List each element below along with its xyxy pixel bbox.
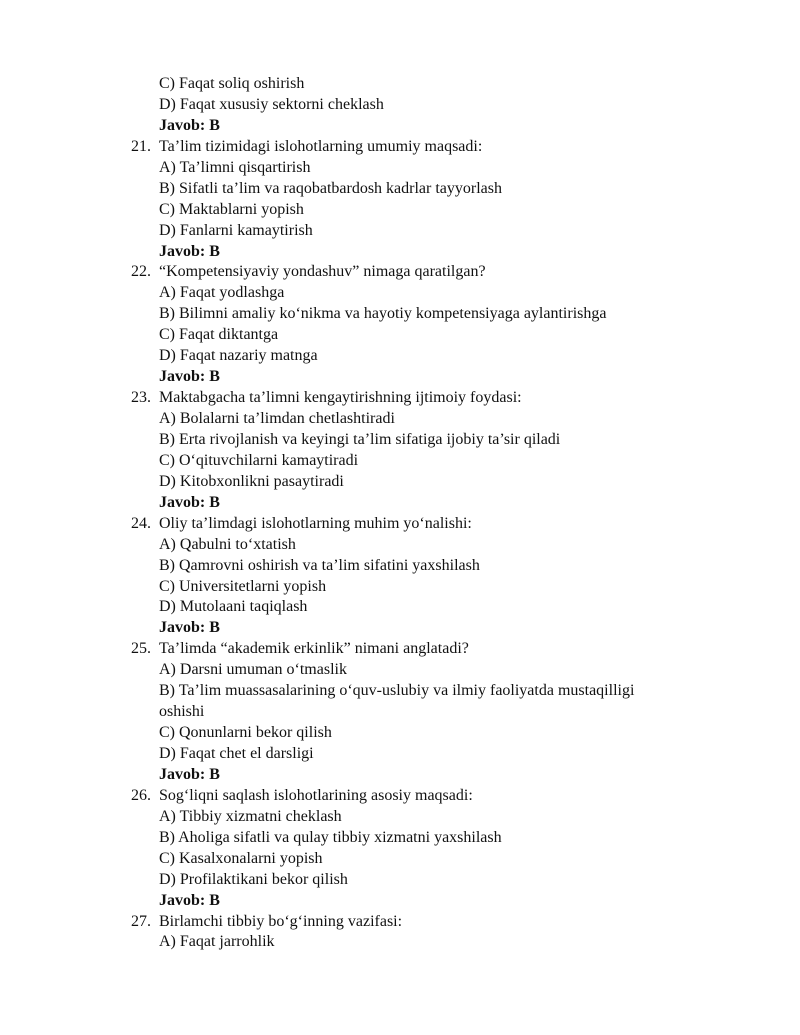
answer: Javob: B	[159, 493, 220, 511]
option-a: A) Ta’limni qisqartirish	[159, 158, 311, 176]
question-23	[0, 388, 800, 409]
option-b: B) Bilimni amaliy ko‘nikma va hayotiy kompetensiyaga aylantirishga	[159, 305, 607, 323]
option-a: A) Faqat jarrohlik	[159, 933, 275, 951]
option-c: C) Faqat soliq oshirish	[159, 75, 305, 92]
option-a: A) Faqat yodlashga	[159, 284, 285, 302]
question-text: Maktabgacha ta’limni kengaytirishning ijtimoiy foydasi:	[159, 389, 522, 407]
option-d: D) Faqat nazariy matnga	[159, 347, 318, 365]
option-b: B) Sifatli ta’lim va raqobatbardosh kadrlar tayyorlash	[159, 179, 503, 197]
option-d: D) Kitobxonlikni pasaytiradi	[159, 472, 344, 490]
question-text: Oliy ta’limdagi islohotlarning muhim yo‘nalishi:	[159, 514, 472, 532]
option-d: D) Profilaktikani bekor qilish	[159, 870, 348, 888]
question-number: 27.	[131, 912, 151, 930]
option-b: B) Erta rivojlanish va keyingi ta’lim sifatiga ijobiy ta’sir qiladi	[159, 430, 561, 448]
option-b: B) Aholiga sifatli va qulay tibbiy xizmatni yaxshilash	[159, 828, 502, 846]
option-a: A) Tibbiy xizmatni cheklash	[159, 807, 342, 825]
option-c: C) Faqat diktantga	[159, 326, 279, 344]
question-text: Sog‘liqni saqlash islohotlarining asosiy maqsadi:	[159, 786, 473, 804]
question-number: 25.	[131, 640, 151, 658]
option-c: C) Maktablarni yopish	[159, 200, 304, 218]
option-b-continuation: oshishi	[159, 703, 205, 721]
option-c: C) Universitetlarni yopish	[159, 577, 327, 595]
option-a: A) Qabulni to‘xtatish	[159, 535, 296, 553]
question-22	[0, 262, 800, 283]
question-27	[0, 912, 800, 933]
question-21	[0, 137, 800, 158]
question-number: 21.	[131, 137, 151, 155]
option-b: B) Qamrovni oshirish va ta’lim sifatini yaxshilash	[159, 556, 480, 574]
option-d: D) Fanlarni kamaytirish	[159, 221, 313, 239]
question-text: Birlamchi tibbiy bo‘g‘inning vazifasi:	[159, 912, 403, 930]
answer: Javob: B	[159, 368, 220, 386]
question-text: Ta’limda “akademik erkinlik” nimani anglatadi?	[159, 640, 469, 658]
question-26	[0, 786, 800, 807]
question-number: 24.	[131, 514, 151, 532]
option-a: A) Bolalarni ta’limdan chetlashtiradi	[159, 410, 395, 427]
question-number: 26.	[131, 786, 151, 804]
question-24	[0, 514, 800, 535]
option-d: D) Mutolaani taqiqlash	[159, 598, 308, 616]
option-a: A) Darsni umuman o‘tmaslik	[159, 661, 347, 679]
question-25	[0, 639, 800, 660]
answer: Javob: B	[159, 116, 220, 134]
option-d: D) Faqat chet el darsligi	[159, 745, 314, 762]
answer: Javob: B	[159, 242, 220, 260]
answer: Javob: B	[159, 619, 220, 637]
document-page	[0, 74, 800, 953]
question-number: 23.	[131, 389, 151, 407]
question-text: Ta’lim tizimidagi islohotlarning umumiy maqsadi:	[159, 137, 483, 155]
question-text: “Kompetensiyaviy yondashuv” nimaga qaratilgan?	[159, 263, 486, 281]
option-c: C) Kasalxonalarni yopish	[159, 849, 323, 867]
option-b: B) Ta’lim muassasalarining o‘quv-uslubiy va ilmiy faoliyatda mustaqilligi	[159, 682, 635, 700]
option-c: C) O‘qituvchilarni kamaytiradi	[159, 451, 359, 469]
answer: Javob: B	[159, 765, 220, 783]
option-d: D) Faqat xususiy sektorni cheklash	[159, 95, 384, 113]
answer: Javob: B	[159, 891, 220, 909]
question-number: 22.	[131, 263, 151, 281]
option-c: C) Qonunlarni bekor qilish	[159, 724, 332, 742]
